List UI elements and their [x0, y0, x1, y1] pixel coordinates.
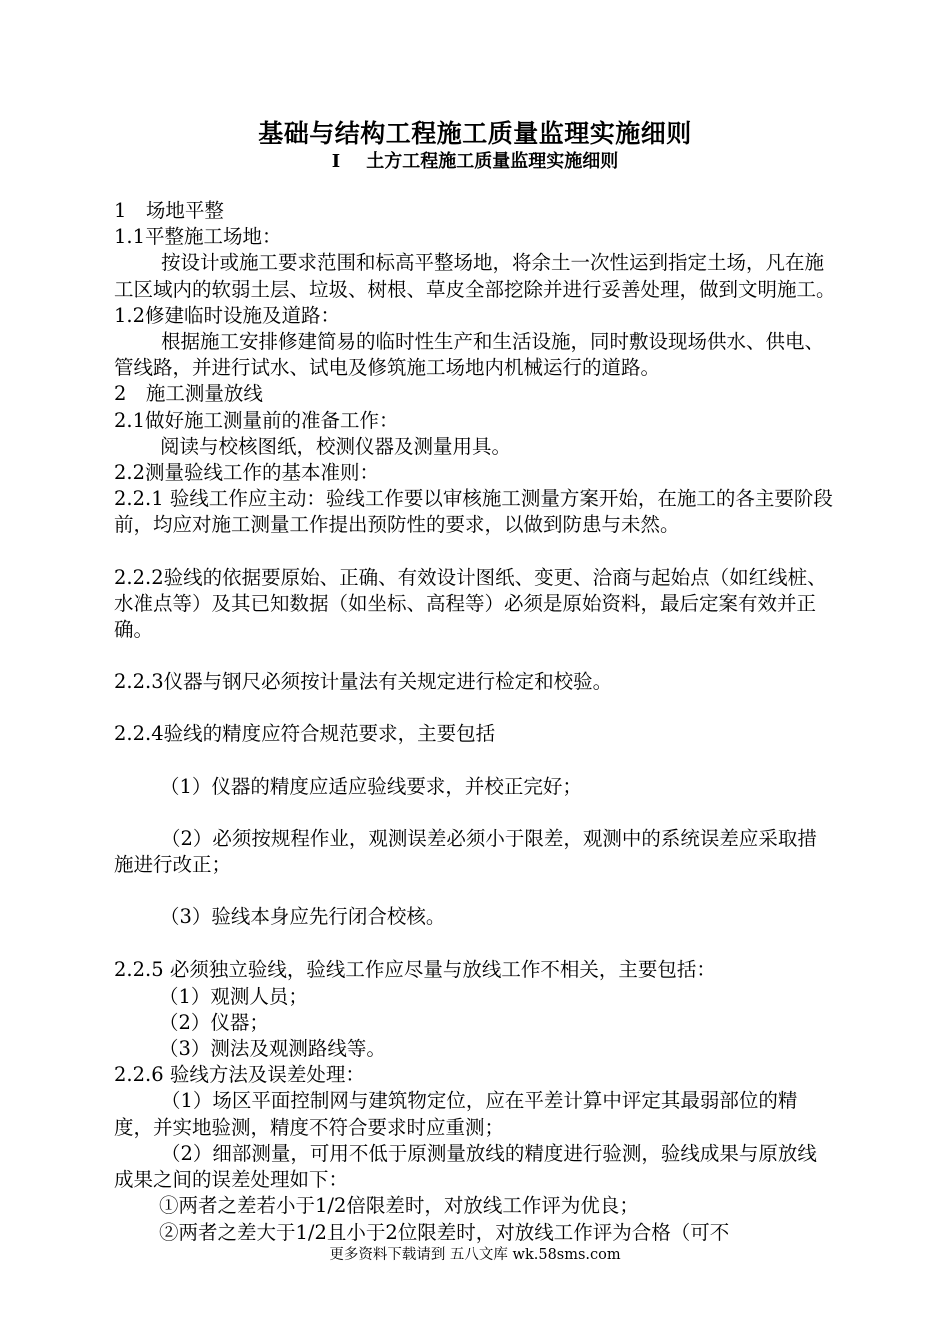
paragraph-2-2-5: 2.2.5 必须独立验线，验线工作应尽量与放线工作不相关，主要包括： — [114, 958, 716, 982]
list-item: ②两者之差大于1/2且小于2位限差时，对放线工作评为合格（可不 — [159, 1220, 730, 1244]
paragraph: 阅读与校核图纸，校测仪器及测量用具。 — [160, 434, 512, 458]
paragraph: 按设计或施工要求范围和标高平整场地，将余土一次性运到指定土场，凡在施工区域内的软弱土层、垃圾、树根、草皮全部挖除并进行妥善处理，做到文明施工。 — [114, 251, 836, 301]
paragraph-2-2-1: 2.2.1 验线工作应主动：验线工作要以审核施工测量方案开始，在施工的各主要阶段前，均应对施工测量工作提出预防性的要求，以做到防患与未然。 — [114, 487, 833, 537]
footer-text: 更多资料下载请到 五八文库 wk.58sms.com — [329, 1247, 621, 1263]
heading-1: 1 场地平整 — [114, 199, 224, 222]
paragraph-2-2-4: 2.2.4验线的精度应符合规范要求，主要包括 — [114, 722, 496, 746]
document-subtitle — [0, 150, 950, 174]
heading-1-1: 1.1平整施工场地： — [114, 225, 282, 249]
document-title: 基础与结构工程施工质量监理实施细则 — [258, 119, 692, 148]
list-item: ①两者之差若小于1/2倍限差时，对放线工作评为优良； — [159, 1194, 639, 1218]
list-item: （2）仪器； — [159, 1010, 269, 1034]
subtitle-text: 土方工程施工质量监理实施细则 — [366, 151, 619, 172]
paragraph-2-2-6: 2.2.6 验线方法及误差处理： — [114, 1063, 365, 1087]
list-item: （3）验线本身应先行闭合校核。 — [160, 905, 446, 929]
list-item: （1）观测人员； — [159, 984, 308, 1008]
paragraph-2-2-3: 2.2.3仪器与钢尺必须按计量法有关规定进行检定和校验。 — [114, 670, 613, 694]
list-item: （3）测法及观测路线等。 — [159, 1037, 386, 1061]
heading-2-1: 2.1做好施工测量前的准备工作： — [114, 408, 399, 432]
subtitle-number: I — [331, 151, 341, 172]
list-item: （1）仪器的精度应适应验线要求，并校正完好； — [160, 774, 582, 798]
paragraph-2-2-2: 2.2.2验线的依据要原始、正确、有效设计图纸、变更、洽商与起始点（如红线桩、水准点等）及其已知数据（如坐标、高程等）必须是原始资料，最后定案有效并正确。 — [114, 565, 827, 642]
list-item: （2）必须按规程作业，观测误差必须小于限差，观测中的系统误差应采取措施进行改正； — [114, 826, 817, 877]
heading-2: 2 施工测量放线 — [114, 382, 263, 406]
list-item: （2）细部测量，可用不低于原测量放线的精度进行验测，验线成果与原放线成果之间的误差处理如下： — [114, 1141, 817, 1192]
document-body — [114, 198, 836, 1246]
heading-1-2: 1.2修建临时设施及道路： — [114, 303, 341, 327]
heading-2-2: 2.2测量验线工作的基本准则： — [114, 461, 380, 485]
paragraph: 根据施工安排修建简易的临时性生产和生活设施，同时敷设现场供水、供电、管线路，并进行试水、试电及修筑施工场地内机械运行的道路。 — [114, 330, 825, 380]
list-item: （1）场区平面控制网与建筑物定位，应在平差计算中评定其最弱部位的精度，并实地验测，精度不符合要求时应重测； — [114, 1089, 798, 1139]
